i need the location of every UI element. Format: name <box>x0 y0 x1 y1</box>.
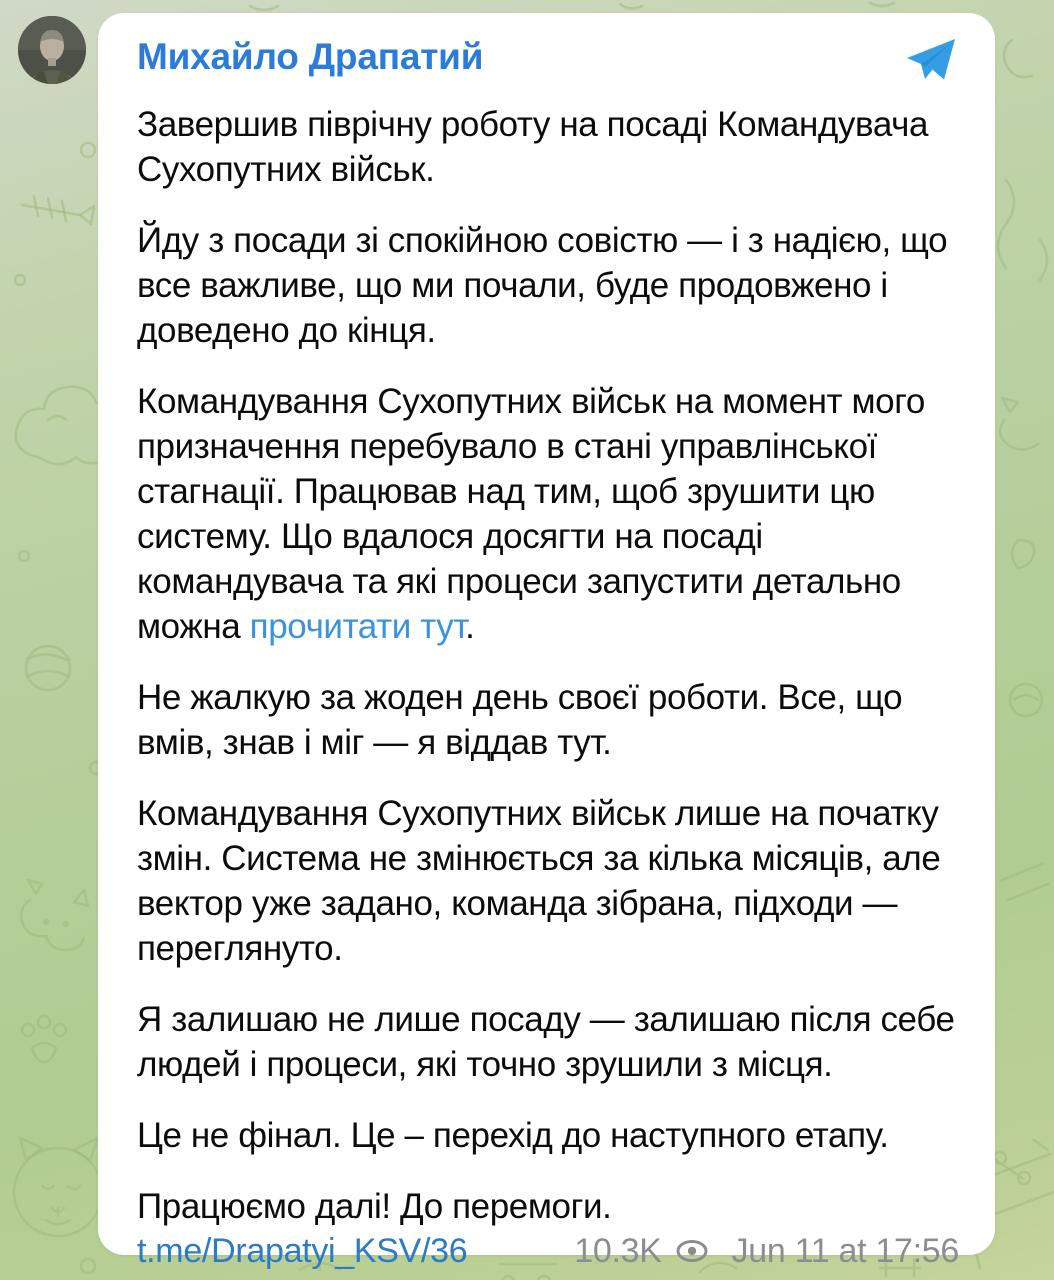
message-paragraph: Працюємо далі! До перемоги. <box>137 1187 612 1226</box>
message-header <box>137 35 959 88</box>
message-paragraph: Я залишаю не лише посаду — залишаю після себе людей і процеси, які точно зрушили з місця. <box>137 1000 955 1084</box>
inline-link[interactable]: прочитати тут <box>249 607 466 646</box>
message-paragraph: Йду з посади зі спокійною совістю — і з надією, що все важливе, що ми почали, буде продовжено і доведено до кінця. <box>137 221 948 350</box>
timestamp: Jun 11 at 17:56 <box>731 1232 959 1270</box>
channel-avatar[interactable] <box>18 16 86 84</box>
message-bubble <box>98 13 995 1270</box>
message-paragraph: Командування Сухопутних військ лише на початку змін. Система не змінюється за кілька місяців, але вектор уже задано, команда зібрана, підходи — переглянуто. <box>137 794 941 968</box>
message-paragraph: Завершив піврічну роботу на посаді Командувача Сухопутних військ. <box>137 105 929 189</box>
message-body <box>137 102 959 1229</box>
message-paragraph <box>137 379 959 649</box>
telegram-plane-icon <box>905 37 957 88</box>
paragraph-text: Командування Сухопутних військ на момент мого призначення перебувало в стані управлінської стагнації. Працював над тим, щоб зрушити цю систему. Що вдалося досягти на посаді командувача та які процеси запустити детально можна <box>137 382 925 646</box>
channel-name[interactable]: Михайло Драпатий <box>137 36 484 77</box>
message-paragraph: Не жалкую за жоден день своєї роботи. Все, що вмів, знав і міг — я віддав тут. <box>137 678 903 762</box>
message-paragraph: Це не фінал. Це – перехід до наступного етапу. <box>137 1116 889 1155</box>
avatar-portrait <box>18 16 86 84</box>
message-meta <box>574 1229 959 1273</box>
view-count: 10.3K <box>574 1232 662 1270</box>
paragraph-text: . <box>465 607 475 646</box>
message-footer <box>137 1229 959 1273</box>
post-link[interactable]: t.me/Drapatyi_KSV/36 <box>137 1232 468 1270</box>
views-eye-icon <box>675 1239 709 1263</box>
